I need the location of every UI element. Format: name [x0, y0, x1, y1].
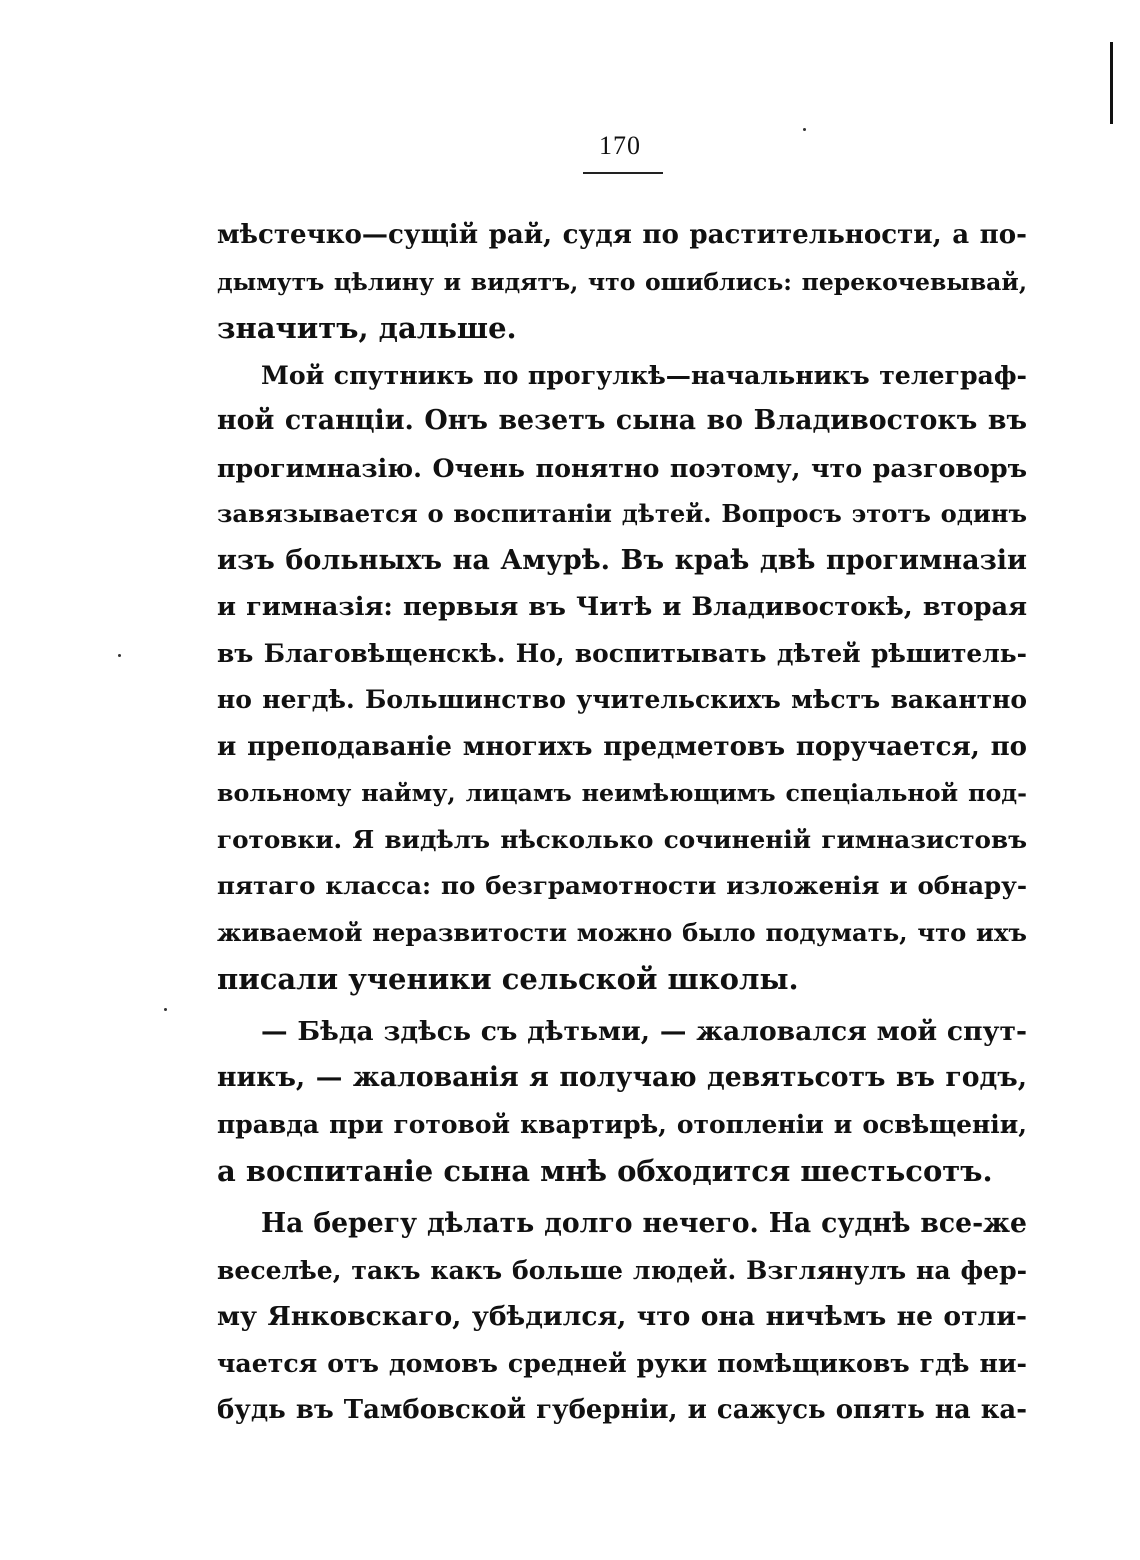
- text-line: дымутъ цѣлину и видятъ, что ошиблись: перекочевывай,: [217, 267, 1027, 296]
- text-line: въ Благовѣщенскѣ. Но, воспитывать дѣтей рѣшитель-: [217, 638, 1027, 668]
- text-line: ной станціи. Онъ везетъ сына во Владивостокъ въ: [217, 405, 1027, 436]
- paragraph: [217, 352, 1027, 1003]
- text-line: чается отъ домовъ средней руки помѣщиковъ гдѣ ни-: [217, 1348, 1027, 1378]
- text-line: На берегу дѣлать долго нечего. На суднѣ все-же: [261, 1207, 1027, 1239]
- text-line: — Бѣда здѣсь съ дѣтьми, — жаловался мой спут-: [261, 1015, 1027, 1047]
- scan-edge-mark: [1110, 42, 1113, 124]
- text-line: готовки. Я видѣлъ нѣсколько сочиненій гимназистовъ: [217, 824, 1027, 854]
- text-line: мѣстечко—сущій рай, судя по растительности, а по-: [217, 220, 1027, 250]
- text-line: изъ больныхъ на Амурѣ. Въ краѣ двѣ прогимназіи: [217, 544, 1027, 576]
- paragraph: [217, 212, 1027, 352]
- text-line: веселѣе, такъ какъ больше людей. Взглянулъ на фер-: [217, 1255, 1027, 1285]
- scan-speck: [164, 1008, 167, 1011]
- text-line: правда при готовой квартирѣ, отопленіи и освѣщеніи,: [217, 1109, 1027, 1139]
- text-line: живаемой неразвитости можно было подумать, что ихъ: [217, 917, 1027, 947]
- text-line: и гимназія: первыя въ Читѣ и Владивостокѣ, вторая: [217, 592, 1027, 622]
- text-line: никъ, — жалованія я получаю девятьсотъ въ годъ,: [217, 1062, 1027, 1093]
- text-line: му Янковскаго, убѣдился, что она ничѣмъ не отли-: [217, 1300, 1027, 1332]
- text-line: завязывается о воспитаніи дѣтей. Вопросъ этотъ одинъ: [217, 499, 1027, 528]
- text-line: и преподаваніе многихъ предметовъ поручается, по: [217, 731, 1027, 762]
- text-line: а воспитаніе сына мнѣ обходится шестьсотъ.: [217, 1154, 993, 1188]
- text-line: писали ученики сельской школы.: [217, 962, 799, 996]
- page-number: 170: [599, 131, 641, 160]
- text-line: будь въ Тамбовской губерніи, и сажусь опять на ка-: [217, 1394, 1027, 1425]
- body-text: [217, 212, 1027, 1433]
- text-line: вольному найму, лицамъ неимѣющимъ спеціальной под-: [217, 779, 1027, 807]
- scan-speck: [803, 128, 806, 131]
- text-line: но негдѣ. Большинство учительскихъ мѣстъ вакантно: [217, 685, 1027, 714]
- scan-speck: [118, 654, 121, 657]
- text-line: пятаго класса: по безграмотности изложенія и обнару-: [217, 871, 1027, 900]
- paragraph: [217, 1009, 1027, 1195]
- text-line: прогимназію. Очень понятно поэтому, что разговоръ: [217, 452, 1027, 483]
- text-line: значитъ, дальше.: [217, 311, 517, 345]
- text-line: Мой спутникъ по прогулкѣ—начальникъ телеграф-: [261, 359, 1027, 390]
- paragraph: [217, 1201, 1027, 1434]
- page-number-rule: [583, 172, 663, 174]
